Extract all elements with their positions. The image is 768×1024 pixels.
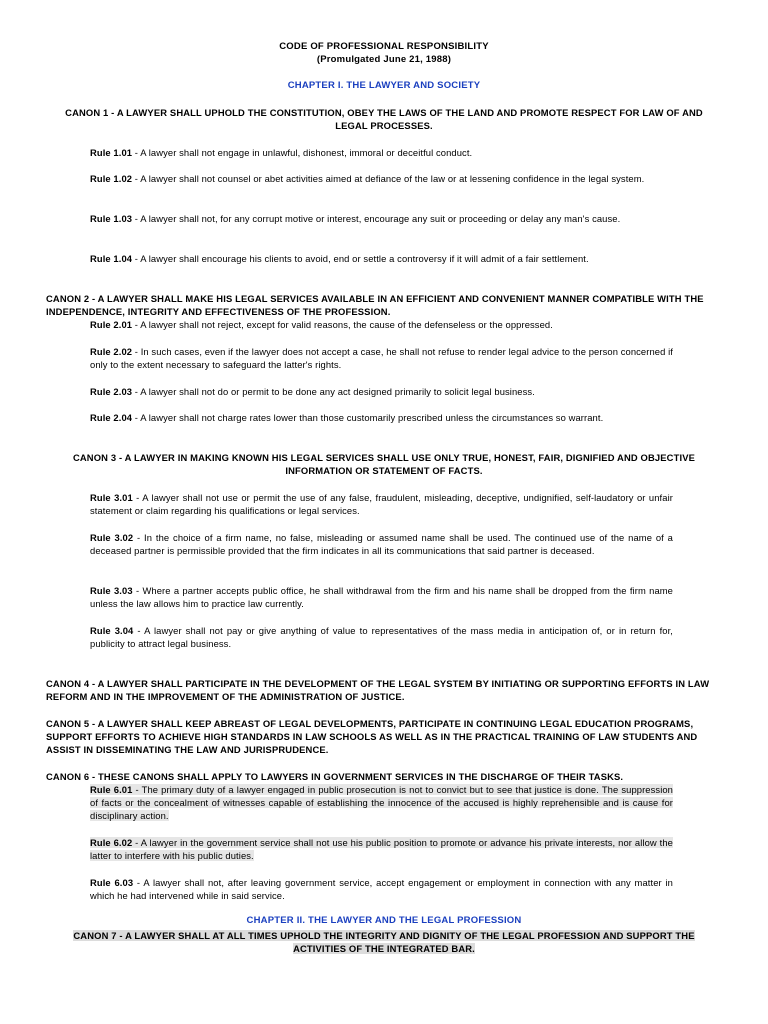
rule-number: Rule 3.02 [90, 532, 134, 543]
rule-text: - A lawyer shall not pay or give anything of value to representatives of the mass media in anticipation of, or in return for, publicity to attract legal business. [90, 625, 673, 649]
rule-text: - A lawyer shall not counsel or abet activities aimed at defiance of the law or at lessening confidence in the legal system. [132, 173, 645, 184]
rule-text: - The primary duty of a lawyer engaged in public prosecution is not to convict but to see that justice is done. The suppression of facts or the concealment of witnesses capable of establishing the innocence of the accused is highly reprehensible and is cause for disciplinary action. [90, 784, 673, 821]
rule-number: Rule 3.03 [90, 585, 133, 596]
rule-2-02 [90, 345, 673, 371]
rule-text: - A lawyer shall not do or permit to be done any act designed primarily to solicit legal business. [132, 386, 535, 397]
rule-number: Rule 6.03 [90, 877, 134, 888]
rule-number: Rule 1.01 [90, 147, 133, 158]
rule-2-01 [90, 318, 673, 331]
rule-text: - A lawyer shall not charge rates lower than those customarily prescribed unless the circumstances so warrant. [132, 412, 604, 423]
rule-text: - A lawyer in the government service shall not use his public position to promote or advance his private interests, nor allow the latter to interfere with his public duties. [90, 837, 673, 861]
rule-text: - A lawyer shall not, for any corrupt motive or interest, encourage any suit or proceeding or delay any man's cause. [132, 213, 621, 224]
rule-text: - In the choice of a firm name, no false, misleading or assumed name shall be used. The continued use of the name of a deceased partner is permissible provided that the firm indicates in all its communications that said partner is deceased. [90, 532, 673, 556]
canon-4: CANON 4 - A LAWYER SHALL PARTICIPATE IN THE DEVELOPMENT OF THE LEGAL SYSTEM BY INITIATING OR SUPPORTING EFFORTS IN LAW REFORM AND IN THE IMPROVEMENT OF THE ADMINISTRATION OF JUSTICE. [46, 678, 710, 702]
rule-text: - In such cases, even if the lawyer does not accept a case, he shall not refuse to render legal advice to the person concerned if only to the extent necessary to safeguard the latter's rights. [90, 346, 673, 370]
rule-3-03 [90, 584, 673, 610]
canon-7-text: CANON 7 - A LAWYER SHALL AT ALL TIMES UPHOLD THE INTEGRITY AND DIGNITY OF THE LEGAL PROFESSION AND SUPPORT THE ACTIVITIES OF THE INTEGRATED BAR. [73, 930, 695, 954]
rule-number: Rule 1.04 [90, 253, 133, 264]
rule-1-04 [90, 252, 673, 265]
canon-5: CANON 5 - A LAWYER SHALL KEEP ABREAST OF LEGAL DEVELOPMENTS, PARTICIPATE IN CONTINUING LEGAL EDUCATION PROGRAMS, SUPPORT EFFORTS TO ACHIEVE HIGH STANDARDS IN LAW SCHOOLS AS WELL AS IN THE PRACTICAL TRAINING OF LAW STUDENTS AND ASSIST IN DISSEMINATING THE LAW AND JURISPRUDENCE. [46, 718, 698, 755]
rule-text: - A lawyer shall not use or permit the use of any false, fraudulent, misleading, deceptive, undignified, self-laudatory or unfair statement or claim regarding his qualifications or legal services. [90, 492, 673, 516]
rule-text: - A lawyer shall not reject, except for valid reasons, the cause of the defenseless or the oppressed. [132, 319, 553, 330]
rule-number: Rule 6.01 [90, 784, 133, 795]
rule-text: - Where a partner accepts public office, he shall withdrawal from the firm and his name shall be dropped from the firm name unless the law allows him to practice law currently. [90, 585, 673, 609]
rule-6-03 [90, 876, 673, 902]
rule-number: Rule 3.04 [90, 625, 134, 636]
rule-text: - A lawyer shall encourage his clients to avoid, end or settle a controversy if it will admit of a fair settlement. [132, 253, 589, 264]
document-subtitle: (Promulgated June 21, 1988) [316, 54, 452, 65]
canon-3: CANON 3 - A LAWYER IN MAKING KNOWN HIS LEGAL SERVICES SHALL USE ONLY TRUE, HONEST, FAIR, DIGNIFIED AND OBJECTIVE INFORMATION OR STATEMENT OF FACTS. [72, 452, 696, 476]
rule-number: Rule 1.02 [90, 173, 133, 184]
rule-3-04 [90, 624, 673, 650]
rule-6-02 [90, 836, 673, 862]
rule-number: Rule 2.04 [90, 412, 133, 423]
rule-2-04 [90, 411, 673, 424]
canon-1: CANON 1 - A LAWYER SHALL UPHOLD THE CONSTITUTION, OBEY THE LAWS OF THE LAND AND PROMOTE RESPECT FOR LAW OF AND LEGAL PROCESSES. [65, 107, 703, 131]
chapter-1-heading: CHAPTER I. THE LAWYER AND SOCIETY [287, 80, 481, 91]
rule-number: Rule 2.03 [90, 386, 133, 397]
rule-number: Rule 3.01 [90, 492, 133, 503]
rule-text: - A lawyer shall not engage in unlawful, dishonest, immoral or deceitful conduct. [132, 147, 473, 158]
canon-7 [60, 929, 708, 955]
rule-highlight [90, 837, 673, 861]
rule-1-02 [90, 172, 673, 185]
document-title: CODE OF PROFESSIONAL RESPONSIBILITY [279, 41, 489, 52]
canon-6: CANON 6 - THESE CANONS SHALL APPLY TO LAWYERS IN GOVERNMENT SERVICES IN THE DISCHARGE OF THEIR TASKS. [46, 771, 624, 782]
rule-text: - A lawyer shall not, after leaving government service, accept engagement or employment in connection with any matter in which he had intervened while in said service. [90, 877, 673, 901]
rule-number: Rule 2.02 [90, 346, 133, 357]
rule-1-03 [90, 212, 673, 225]
chapter-2-heading: CHAPTER II. THE LAWYER AND THE LEGAL PROFESSION [246, 915, 522, 926]
rule-1-01 [90, 146, 673, 159]
canon-2: CANON 2 - A LAWYER SHALL MAKE HIS LEGAL SERVICES AVAILABLE IN AN EFFICIENT AND CONVENIENT MANNER COMPATIBLE WITH THE INDEPENDENCE, INTEGRITY AND EFFECTIVENESS OF THE PROFESSION. [46, 293, 704, 317]
rule-highlight [90, 784, 673, 821]
rule-number: Rule 2.01 [90, 319, 133, 330]
rule-2-03 [90, 385, 673, 398]
rule-3-01 [90, 491, 673, 517]
rule-number: Rule 6.02 [90, 837, 133, 848]
rule-6-01 [90, 783, 673, 822]
rule-number: Rule 1.03 [90, 213, 133, 224]
rule-3-02 [90, 531, 673, 557]
